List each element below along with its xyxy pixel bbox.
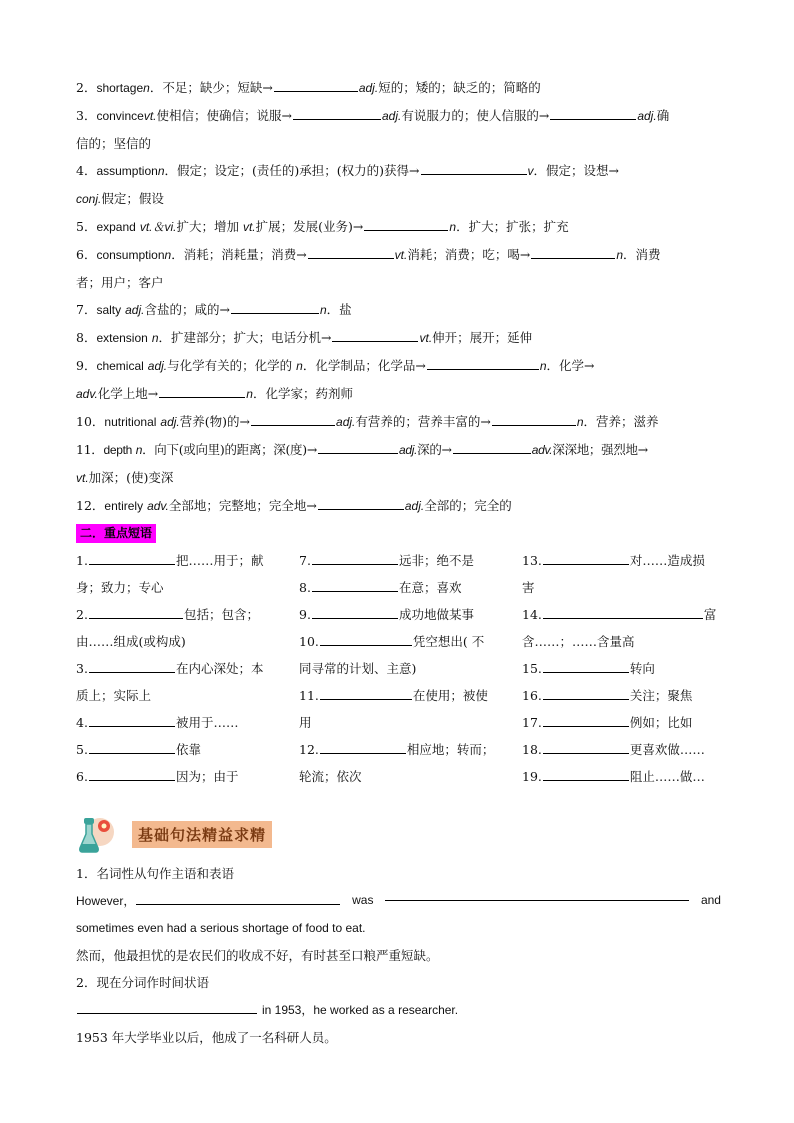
phrase-item-cont: 身；致力；专心: [76, 580, 164, 595]
grammar-1-english-cont: sometimes even had a serious shortage of food to eat.: [76, 921, 366, 935]
vocab-item-11: 11．depth n．向下(或向里)的距离；深(度)→ adj.深的→ adv.深深地；强烈地→: [76, 442, 648, 457]
section-heading-key-phrases: 二．重点短语: [76, 524, 156, 543]
answer-blank[interactable]: [543, 659, 629, 673]
answer-blank[interactable]: [77, 1000, 257, 1014]
vocab-item-6-cont: 者；用户；客户: [76, 275, 164, 290]
vocab-item-9-cont: adv.化学上地→ n．化学家；药剂师: [76, 386, 353, 401]
vocab-item-3: 3．convincevt.使相信；使确信；说服→ adj.有说服力的；使人信服的→ adj.确: [76, 108, 670, 123]
answer-blank[interactable]: [89, 767, 175, 781]
phrase-item: 19. 阻止……做…: [522, 769, 705, 784]
phrase-item: 11. 在使用；被使: [299, 688, 488, 703]
answer-blank[interactable]: [89, 551, 175, 565]
vocab-item-5: 5．expand vt.＆vi.扩大；增加 vt.扩展；发展(业务)→ n．扩大；扩张；扩充: [76, 219, 569, 234]
answer-blank[interactable]: [312, 551, 398, 565]
phrase-item: 15. 转向: [522, 661, 655, 676]
answer-blank[interactable]: [159, 384, 245, 398]
phrase-column-3: [522, 547, 721, 790]
vocab-item-4-cont: conj.假定；假设: [76, 191, 164, 206]
phrase-item: 13. 对……造成损: [522, 553, 705, 568]
phrase-item-cont: 轮流；依次: [299, 769, 362, 784]
vocab-item-9: 9．chemical adj.与化学有关的；化学的 n．化学制品；化学品→ n．化学→: [76, 358, 595, 373]
answer-blank[interactable]: [89, 740, 175, 754]
grammar-heading-1: 1．名词性从句作主语和表语: [76, 866, 234, 881]
vocab-item-4: 4．assumptionn．假定；设定；(责任的)承担；(权力的)获得→ v．假定；设想→: [76, 163, 619, 178]
flask-icon: [76, 812, 120, 856]
answer-blank[interactable]: [421, 161, 527, 175]
vocab-item-8: 8．extension n．扩建部分；扩大；电话分机→ vt.伸开；展开；延伸: [76, 330, 533, 345]
answer-blank[interactable]: [89, 605, 183, 619]
phrase-item: 4. 被用于……: [76, 715, 239, 730]
answer-blank[interactable]: [89, 659, 175, 673]
vocab-item-7: 7．salty adj.含盐的；咸的→ n．盐: [76, 302, 352, 317]
vocab-item-2: 2．shortagen．不足；缺少；短缺→ adj.短的；矮的；缺乏的；简略的: [76, 80, 541, 95]
vocab-item-6: 6．consumptionn．消耗；消耗量；消费→ vt.消耗；消费；吃；喝→ n．消费: [76, 247, 661, 262]
phrase-item: 16. 关注；聚焦: [522, 688, 693, 703]
worksheet-page: [76, 74, 721, 1051]
answer-blank[interactable]: [543, 713, 629, 727]
answer-blank[interactable]: [543, 686, 629, 700]
vocab-item-10: 10．nutritional adj.营养(物)的→ adj.有营养的；营养丰富的→ n．营养；滋养: [76, 414, 659, 429]
phrase-item-cont: 用: [299, 715, 312, 730]
phrase-item-cont: 含……；……含量高: [522, 634, 635, 649]
answer-blank[interactable]: [453, 440, 531, 454]
phrase-item: 14. 富: [522, 607, 717, 622]
answer-blank[interactable]: [293, 106, 381, 120]
answer-blank[interactable]: [312, 578, 398, 592]
grammar-2-chinese: 1953 年大学毕业以后，他成了一名科研人员。: [76, 1030, 337, 1045]
phrase-item: 12. 相应地；转而；: [299, 742, 495, 757]
phrase-grid: [76, 547, 721, 790]
vocab-item-3-cont: 信的；坚信的: [76, 136, 152, 151]
phrase-item: 7. 远非；绝不是: [299, 553, 474, 568]
answer-blank[interactable]: [308, 245, 394, 259]
phrase-item: 3. 在内心深处；本: [76, 661, 264, 676]
answer-blank[interactable]: [550, 106, 636, 120]
answer-blank[interactable]: [320, 740, 406, 754]
answer-blank[interactable]: [543, 767, 629, 781]
phrase-column-1: [76, 547, 299, 790]
answer-blank[interactable]: [274, 78, 358, 92]
answer-blank[interactable]: [492, 412, 576, 426]
answer-blank[interactable]: [312, 605, 398, 619]
answer-blank[interactable]: [231, 300, 319, 314]
section-banner-grammar: [76, 812, 721, 856]
answer-blank[interactable]: [364, 217, 448, 231]
answer-blank[interactable]: [543, 605, 703, 619]
phrase-column-2: [299, 547, 522, 790]
phrase-item: 9. 成功地做某事: [299, 607, 474, 622]
grammar-1-english: However， was and: [76, 887, 721, 915]
grammar-1-chinese: 然而，他最担忧的是农民们的收成不好，有时甚至口粮严重短缺。: [76, 948, 439, 963]
section-title: 基础句法精益求精: [132, 821, 272, 848]
answer-blank[interactable]: [332, 328, 418, 342]
vocab-item-12: 12．entirely adv.全部地；完整地；完全地→ adj.全部的；完全的: [76, 498, 512, 513]
answer-blank[interactable]: [320, 632, 412, 646]
answer-blank[interactable]: [318, 496, 404, 510]
phrase-item: 18. 更喜欢做……: [522, 742, 705, 757]
answer-blank[interactable]: [89, 713, 175, 727]
phrase-item: 6. 因为；由于: [76, 769, 239, 784]
grammar-2-english: in 1953，he worked as a researcher.: [76, 996, 721, 1024]
answer-blank[interactable]: [543, 551, 629, 565]
grammar-heading-2: 2．现在分词作时间状语: [76, 975, 209, 990]
phrase-item-cont: 同寻常的计划、主意): [299, 661, 417, 676]
phrase-item-cont: 害: [522, 580, 535, 595]
answer-blank[interactable]: [320, 686, 412, 700]
answer-blank[interactable]: [543, 740, 629, 754]
vocab-item-11-cont: vt.加深；(使)变深: [76, 470, 174, 485]
phrase-item: 17. 例如；比如: [522, 715, 693, 730]
phrase-item: 1. 把……用于；献: [76, 553, 264, 568]
phrase-item-cont: 由……组成(或构成): [76, 634, 186, 649]
answer-blank[interactable]: [318, 440, 398, 454]
answer-blank[interactable]: [427, 356, 539, 370]
phrase-item: 8. 在意；喜欢: [299, 580, 462, 595]
phrase-item: 2. 包括；包含；: [76, 607, 259, 622]
answer-blank[interactable]: [531, 245, 615, 259]
phrase-item-cont: 质上；实际上: [76, 688, 152, 703]
answer-blank[interactable]: [251, 412, 335, 426]
answer-blank[interactable]: [385, 887, 689, 901]
answer-blank[interactable]: [136, 891, 340, 905]
phrase-item: 10. 凭空想出( 不: [299, 634, 485, 649]
phrase-item: 5. 依靠: [76, 742, 201, 757]
